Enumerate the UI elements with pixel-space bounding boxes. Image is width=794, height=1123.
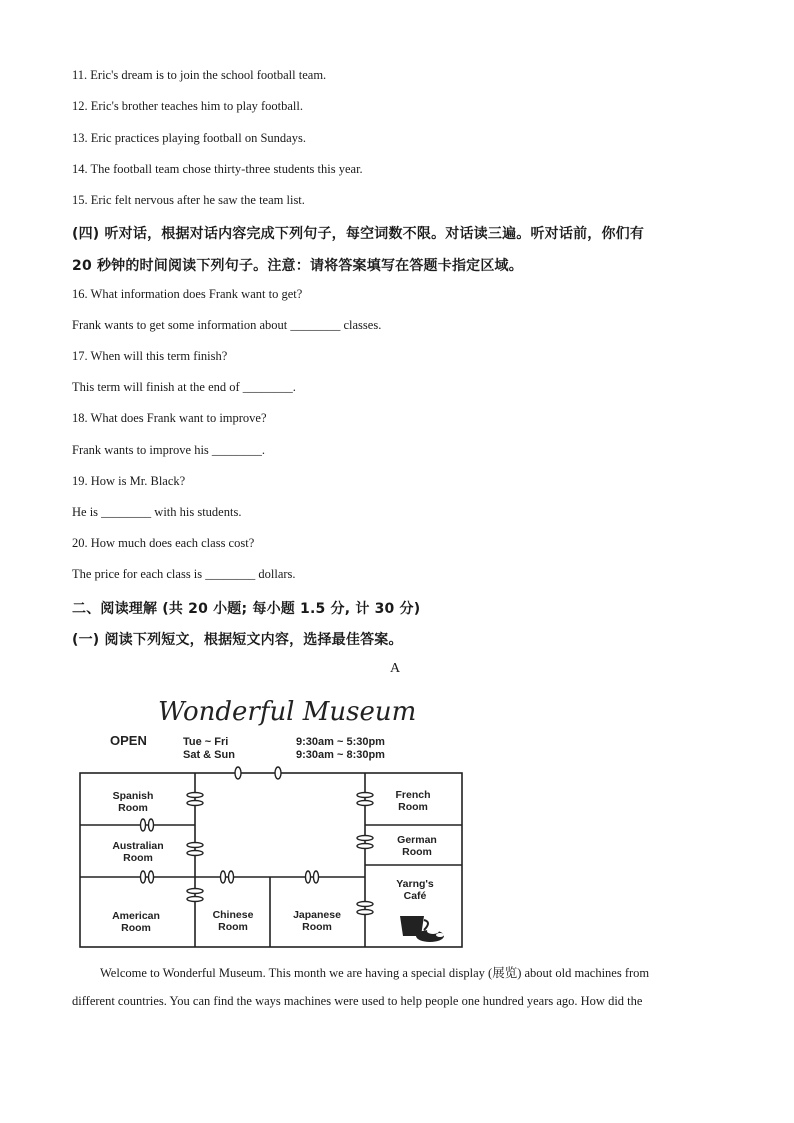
tf-question-12: 12. Eric's brother teaches him to play football. xyxy=(72,99,304,113)
open-label: OPEN xyxy=(110,733,147,748)
fill-answer-20: The price for each class is ________ dollars. xyxy=(72,567,296,581)
fill-question-17: 17. When will this term finish? xyxy=(72,349,228,363)
coffee-cup-icon xyxy=(400,916,444,942)
open-days-weekday: Tue ~ Fri xyxy=(183,736,229,748)
passage-line2: different countries. You can find the ways machines were used to help people one hundred years ago. How did the xyxy=(72,994,643,1008)
room-spanish-name: Spanish xyxy=(112,790,154,802)
fill-answer-17: This term will finish at the end of ________. xyxy=(72,380,296,394)
room-german-label: Room xyxy=(402,846,432,858)
room-chinese-name: Chinese xyxy=(212,909,254,921)
room-french-label: Room xyxy=(398,801,428,813)
reading-subheading: (一) 阅读下列短文，根据短文内容，选择最佳答案。 xyxy=(72,632,403,648)
tf-question-11: 11. Eric's dream is to join the school football team. xyxy=(72,68,327,82)
open-hours-weekday: 9:30am ~ 5:30pm xyxy=(296,736,385,748)
passage-line1: Welcome to Wonderful Museum. This month we are having a special display (展览) about old machines from xyxy=(100,966,650,980)
fill-question-20: 20. How much does each class cost? xyxy=(72,536,255,550)
museum-map xyxy=(78,688,468,950)
fill-answer-19: He is ________ with his students. xyxy=(72,505,242,519)
room-chinese-label: Room xyxy=(218,921,248,933)
room-australian-name: Australian xyxy=(112,840,164,852)
cafe-label: Café xyxy=(403,890,427,902)
cafe-name: Yarng's xyxy=(396,878,434,890)
room-japanese-label: Room xyxy=(302,921,332,933)
section4-instruction-line2: 20 秒钟的时间阅读下列句子。注意：请将答案填写在答题卡指定区域。 xyxy=(72,258,523,274)
tf-question-14: 14. The football team chose thirty-three students this year. xyxy=(72,162,363,176)
fill-question-18: 18. What does Frank want to improve? xyxy=(72,411,267,425)
reading-heading: 二、阅读理解 (共 20 小题; 每小题 1.5 分, 计 30 分) xyxy=(72,601,421,617)
open-days-weekend: Sat & Sun xyxy=(183,749,235,761)
fill-answer-16: Frank wants to get some information about ________ classes. xyxy=(72,318,382,332)
tf-question-15: 15. Eric felt nervous after he saw the team list. xyxy=(72,193,305,207)
door-markers xyxy=(141,767,374,915)
fill-answer-18: Frank wants to improve his ________. xyxy=(72,443,266,457)
room-german-name: German xyxy=(397,834,437,846)
room-australian-label: Room xyxy=(123,852,153,864)
room-french-name: French xyxy=(395,789,431,801)
section4-instruction-line1: (四) 听对话，根据对话内容完成下列句子，每空词数不限。对话读三遍。听对话前，你们有 xyxy=(72,226,645,242)
fill-question-16: 16. What information does Frank want to get? xyxy=(72,287,303,301)
room-american-label: Room xyxy=(121,922,151,934)
room-american-name: American xyxy=(112,910,160,922)
passage-label: A xyxy=(390,661,401,676)
room-japanese-name: Japanese xyxy=(293,909,341,921)
museum-title: Wonderful Museum xyxy=(158,697,417,727)
room-spanish-label: Room xyxy=(118,802,148,814)
open-hours-weekend: 9:30am ~ 8:30pm xyxy=(296,749,385,761)
fill-question-19: 19. How is Mr. Black? xyxy=(72,474,186,488)
tf-question-13: 13. Eric practices playing football on Sundays. xyxy=(72,131,306,145)
